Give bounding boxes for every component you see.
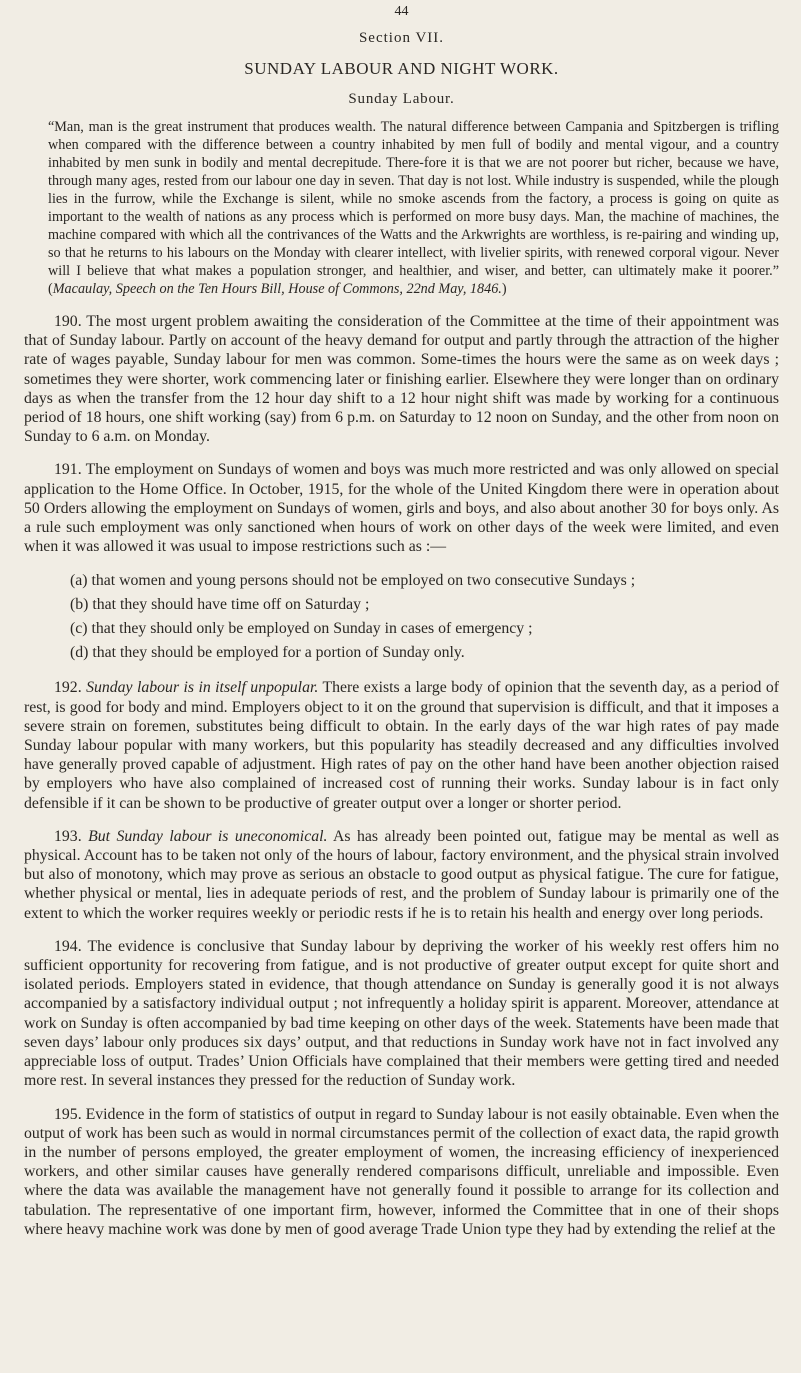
paragraph-body: There exists a large body of opinion that the seventh day, as a period of rest, is good for body and mind. Employers object to it on the ground that supervision is difficult, and that it imposes a severe strain on foremen, substitutes being difficult to obtain. In the early days of the war high rates of pay made Sunday labour popular with many workers, but this popularity has steadily decreased and any difficulties involved have generally proved capable of adjustment. High rates of pay on the other hand have been another objection raised by employers who have also complained of increased cost of running their works. Sunday labour is in fact only defensible if it can be shown to be productive of greater output over a longer or shorter period. <box>24 679 780 812</box>
subsection-title: Sunday Labour. <box>348 91 455 107</box>
paragraph-number: 193. <box>54 827 89 845</box>
list-item: (b) that they should have time off on Saturday ; <box>70 596 370 614</box>
paragraph-192 <box>24 678 779 812</box>
paragraph-195: 195. Evidence in the form of statistics of output in regard to Sunday labour is not easily obtainable. Even when the output of work has been such as would in normal circumstances permit of the collection of exact data, the rapid growth in the number of persons employed, the greater employment of women, the increasing efficiency of inexperienced workers, and other similar causes have generally rendered comparisons difficult, unreliable and impossible. Even where the data was available the management have not generally found it possible to arrange for its collection and tabulation. The representative of one important firm, however, informed the Committee that in one of their shops where heavy machine work was done by men of good average Trade Union type they had by extending the relief at the <box>24 1105 779 1238</box>
list-item: (c) that they should only be employed on Sunday in cases of emergency ; <box>70 620 533 638</box>
epigraph-quote <box>48 118 779 298</box>
page-number: 44 <box>394 4 409 19</box>
paragraph-190: 190. The most urgent problem awaiting the consideration of the Committee at the time of their appointment was that of Sunday labour. Partly on account of the heavy demand for output and partly through the attraction of the higher rate of wages payable, Sunday labour for men was common. Some-times the hours were the same as on week days ; sometimes they were shorter, work commencing later or finishing earlier. Elsewhere they were longer than on ordinary days as when the transfer from the 12 hour day shift to a 12 hour night shift was made by working for a continuous period of 18 hours, one shift working (say) from 6 p.m. on Saturday to 12 noon on Sunday, and the other from noon on Sunday to 6 a.m. on Monday. <box>24 313 779 446</box>
restrictions-list <box>70 570 779 664</box>
quote-citation: Macaulay, Speech on the Ten Hours Bill, House of Commons, 22nd May, 1846. <box>52 281 502 297</box>
list-item: (a) that women and young persons should not be employed on two consecutive Sundays ; <box>70 572 636 590</box>
list-item: (d) that they should be employed for a portion of Sunday only. <box>70 644 465 662</box>
paragraph-194: 194. The evidence is conclusive that Sunday labour by depriving the worker of his weekly rest offers him no sufficient opportunity for recovering from fatigue, and is not productive of greater output except for quite short and isolated periods. Employers stated in evidence, that though attendance on Sunday is generally good it is not always accompanied by a satisfactory individual output ; not infrequently a holiday spirit is apparent. Moreover, attendance at work on Sunday is often accompanied by bad time keeping on other days of the week. Statements have been made that seven days’ labour only produces six days’ output, and that reductions in Sunday work have not in fact involved any appreciable loss of output. Trades’ Union Officials have complained that their members were getting tired and needed more rest. In several instances they pressed for the reduction of Sunday work. <box>24 937 779 1090</box>
paragraph-body: As has already been pointed out, fatigue may be mental as well as physical. Account has to be taken not only of the hours of labour, factory environment, and the physical strain involved but also of monotony, which may prove as serious an obstacle to good output as physical fatigue. The cure for fatigue, whether physical or mental, lies in adequate periods of rest, and the problem of Sunday labour is primarily one of the extent to which the worker requires weekly or periodic rests if he is to retain his health and energy over long periods. <box>24 827 780 922</box>
quote-citation-open: ( <box>48 281 53 297</box>
quote-text: “Man, man is the great instrument that produces wealth. The natural difference between Campania and Spitzbergen is trifling when compared with the difference between a country inhabited by men full of bodily and mental vigour, and a country inhabited by men sunk in bodily and mental decrepitude. There-fore it is that we are not poorer but richer, because we have, through many ages, rested from our labour one day in seven. That day is not lost. While industry is suspended, while the plough lies in the furrow, while the Exchange is silent, while no smoke ascends from the factory, a process is going on quite as important to the wealth of nations as any process which is performed on more busy days. Man, the machine of machines, the machine compared with which all the contrivances of the Watts and the Arkwrights are worthless, is re-pairing and winding up, so that he returns to his labours on the Monday with clearer intellect, with livelier spirits, with renewed corporal vigour. Never will I believe that what makes a population stronger, and healthier, and wiser, and better, can ultimately make it poorer.” <box>48 119 779 279</box>
paragraph-193 <box>24 827 779 923</box>
section-heading: Section VII. <box>358 30 445 46</box>
chapter-title: SUNDAY LABOUR AND NIGHT WORK. <box>244 59 559 78</box>
quote-citation-close: ) <box>501 281 507 297</box>
paragraph-heading: Sunday labour is in itself unpopular. <box>86 679 319 697</box>
paragraph-heading: But Sunday labour is uneconomical. <box>88 827 328 845</box>
paragraph-191: 191. The employment on Sundays of women and boys was much more restricted and was only allowed on special application to the Home Office. In October, 1915, for the whole of the United Kingdom there were in operation about 50 Orders allowing the employment on Sundays of women, girls and boys, and also about another 30 for boys only. As a rule such employment was only sanctioned when hours of work on other days of the week were limited, and even when it was allowed it was usual to impose restrictions such as :— <box>24 461 779 556</box>
paragraph-number: 192. <box>54 679 87 697</box>
